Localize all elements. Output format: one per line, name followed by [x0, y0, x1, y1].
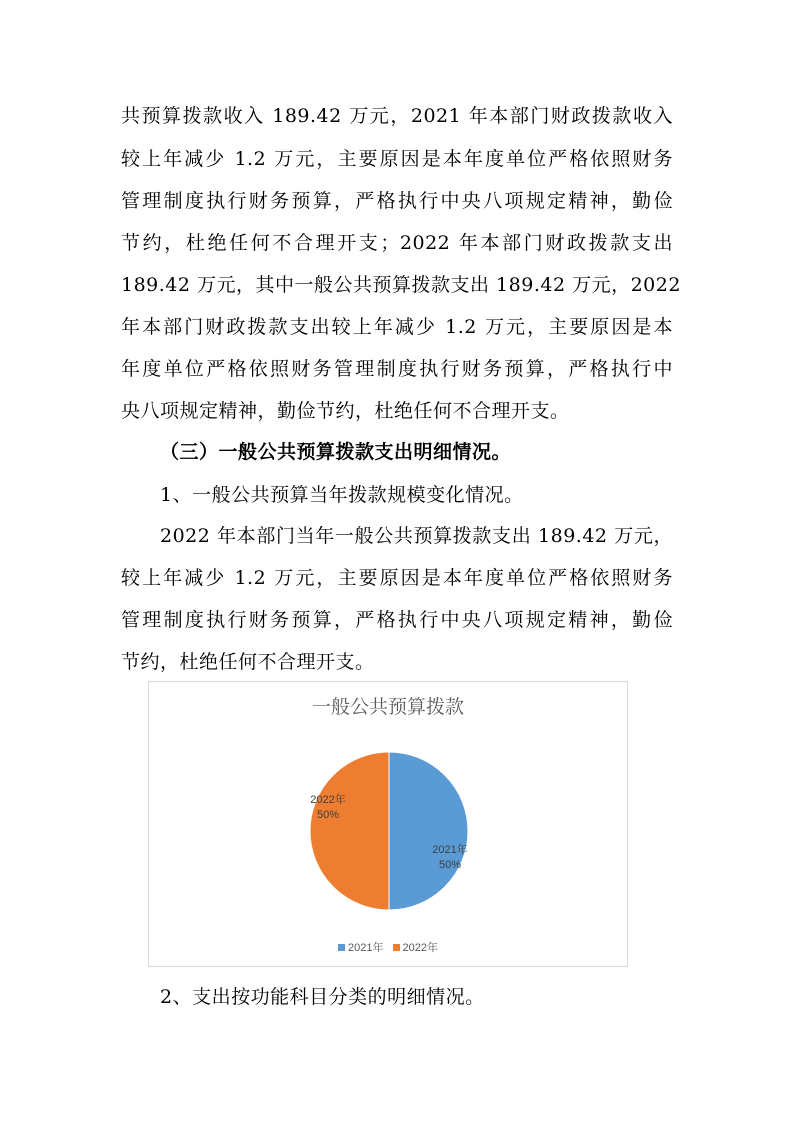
section-heading: （三）一般公共预算拨款支出明细情况。 [160, 441, 512, 463]
paragraph-line: 管理制度执行财务预算，严格执行中央八项规定精神，勤俭 [121, 190, 673, 212]
chart-legend [149, 939, 627, 955]
paragraph-line: 年本部门财政拨款支出较上年减少 1.2 万元，主要原因是本 [121, 316, 673, 338]
legend-item-2022 [393, 939, 438, 955]
legend-swatch-2022 [393, 944, 400, 951]
legend-label-2021: 2021年 [347, 942, 384, 954]
pie-label-category-1: 2022年 [310, 794, 346, 806]
paragraph-line: 年度单位严格依照财务管理制度执行财务预算，严格执行中 [121, 358, 673, 380]
pie-chart [148, 681, 628, 967]
legend-label-2022: 2022年 [402, 942, 439, 954]
paragraph-line: 节约，杜绝任何不合理开支。 [121, 651, 375, 673]
chart-title: 一般公共预算拨款 [311, 696, 464, 718]
paragraph-line: 较上年减少 1.2 万元，主要原因是本年度单位严格依照财务 [121, 148, 673, 170]
paragraph-line: 2022 年本部门当年一般公共预算拨款支出 189.42 万元， [160, 525, 673, 547]
pie-slice-1 [310, 752, 389, 910]
legend-item-2021 [338, 939, 383, 955]
pie-label-category-0: 2021年 [432, 844, 468, 856]
legend-swatch-2021 [338, 944, 345, 951]
pie-label-percent-0: 50% [438, 859, 461, 871]
paragraph-line: 共预算拨款收入 189.42 万元，2021 年本部门财政拨款收入 [121, 105, 673, 127]
pie-label-percent-1: 50% [317, 809, 340, 821]
subsection-heading-1: 1、一般公共预算当年拨款规模变化情况。 [160, 484, 524, 506]
paragraph-line: 189.42 万元，其中一般公共预算拨款支出 189.42 万元，2022 [121, 274, 681, 296]
paragraph-line: 央八项规定精神，勤俭节约，杜绝任何不合理开支。 [121, 400, 570, 422]
paragraph-line: 管理制度执行财务预算，严格执行中央八项规定精神，勤俭 [121, 609, 673, 631]
pie-slice-0 [389, 752, 468, 910]
subsection-heading-2: 2、支出按功能科目分类的明细情况。 [160, 986, 485, 1008]
paragraph-line: 较上年减少 1.2 万元，主要原因是本年度单位严格依照财务 [121, 567, 673, 589]
paragraph-line: 节约，杜绝任何不合理开支；2022 年本部门财政拨款支出 [121, 232, 673, 254]
pie-chart-svg [149, 682, 627, 966]
